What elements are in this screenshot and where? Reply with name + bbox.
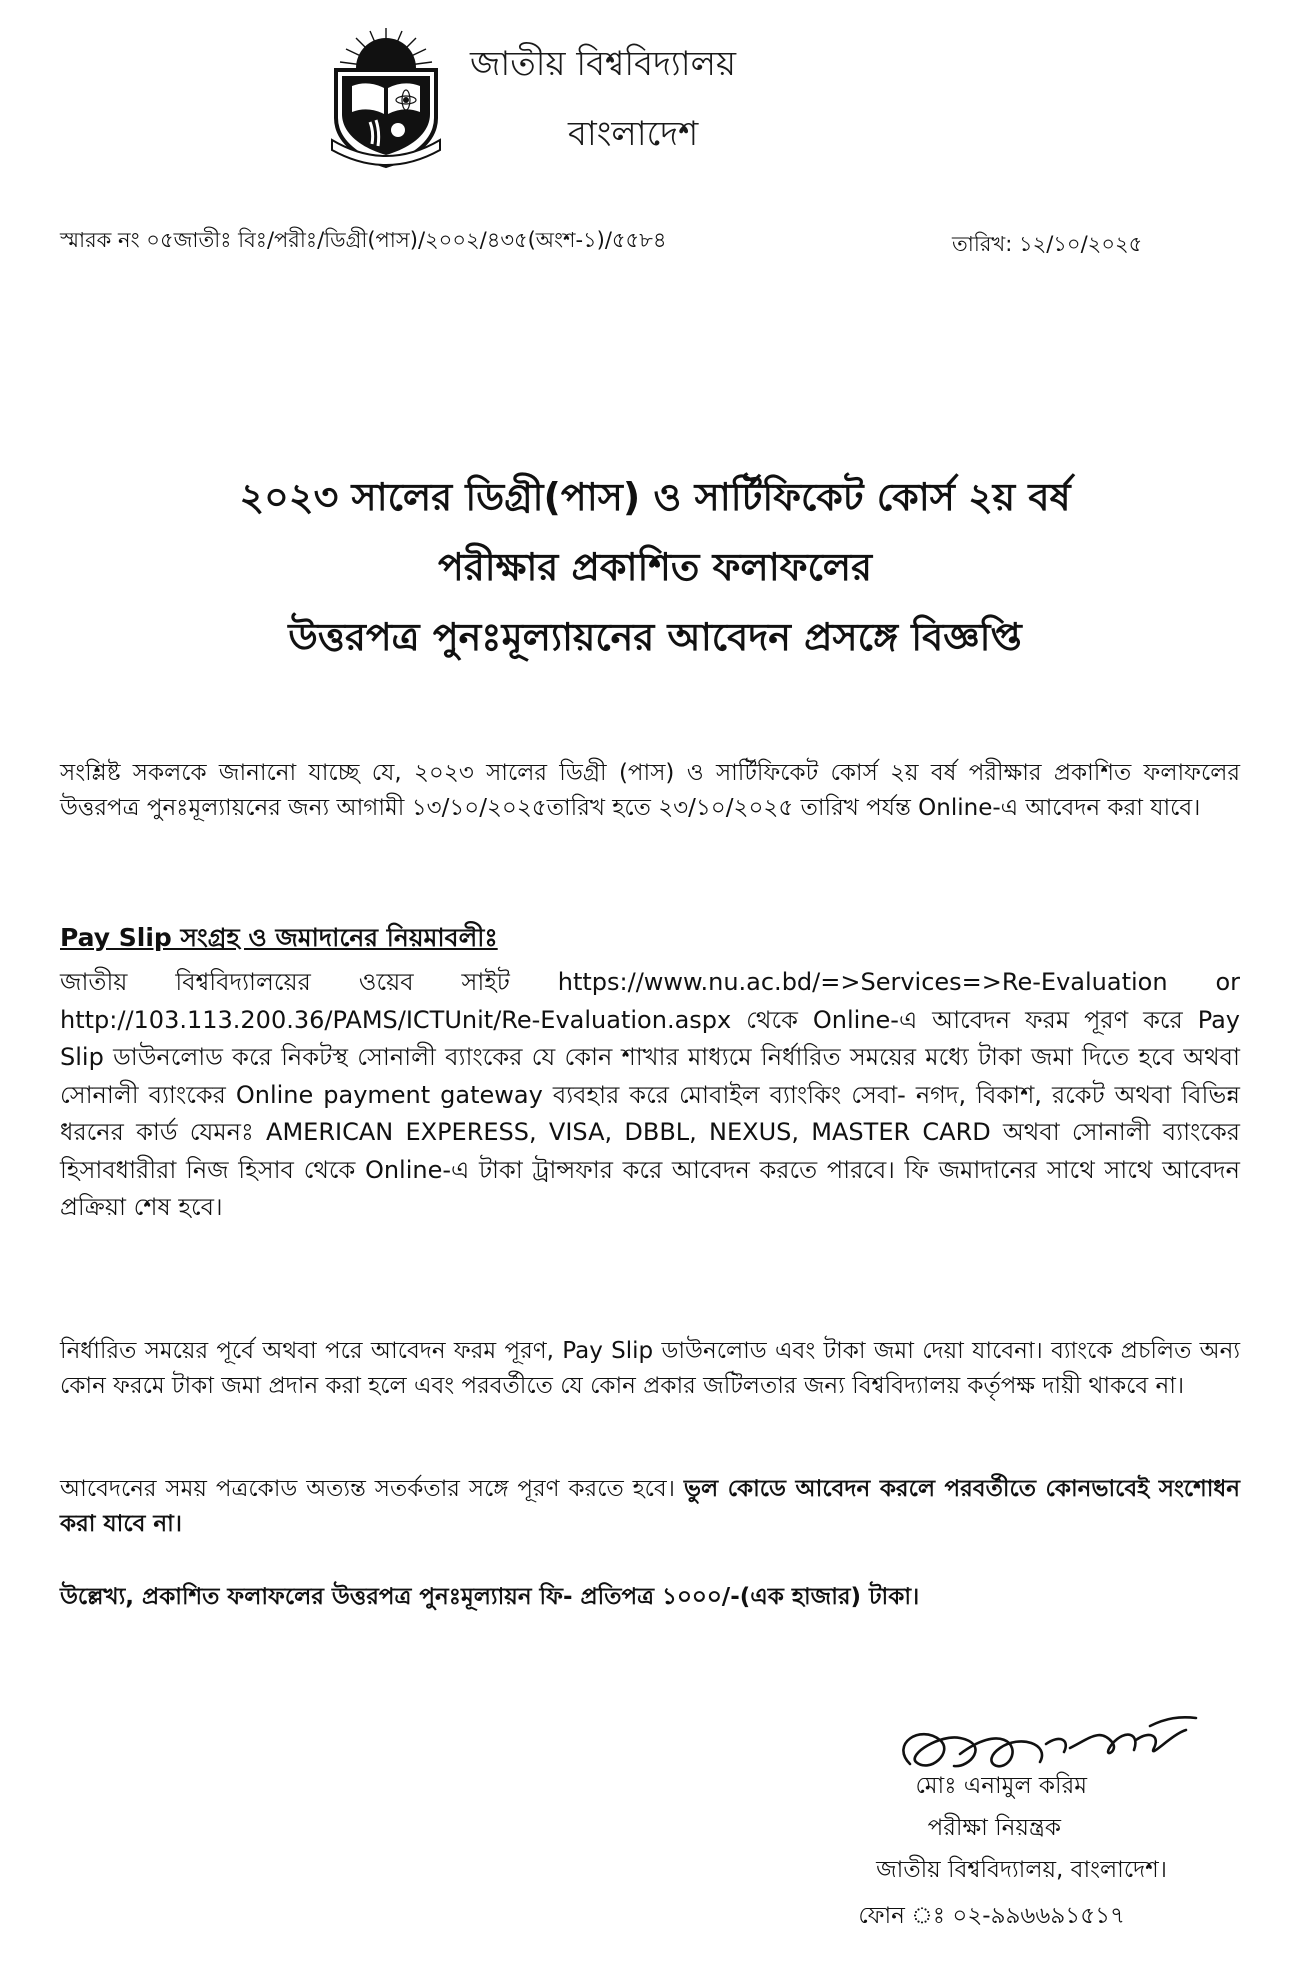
title-notice-word: বিজ্ঞপ্তি — [911, 615, 1022, 659]
payslip-paragraph: জাতীয় বিশ্ববিদ্যালয়ের ওয়েব সাইট https://www.nu.ac.bd/=>Services=>Re-Evaluation or http://103.113.200.36/PAMS/ICTUnit/Re-Evaluation.aspx থেকে Online-এ আবেদন ফরম পূরণ করে Pay Slip ডাউনলোড করে নিকটস্থ সোনালী ব্যাংকের যে কোন শাখার মাধ্যমে নির্ধারিত সময়ের মধ্যে টাকা জমা দিতে হবে অথবা সোনালী ব্যাংকের Online payment gateway ব্যবহার করে মোবাইল ব্যাংকিং সেবা- নগদ, বিকাশ, রকেট অথবা বিভিন্ন ধরনের কার্ড যেমনঃ AMERICAN EXPERESS, VISA, DBBL, NEXUS, MASTER CARD অথবা সোনালী ব্যাংকের হিসাবধারীরা নিজ হিসাব থেকে Online-এ টাকা ট্রান্সফার করে আবেদন করতে পারবে। ফি জমাদানের সাথে সাথে আবেদন প্রক্রিয়া শেষ হবে। — [60, 968, 1240, 1221]
payslip-heading: Pay Slip সংগ্রহ ও জমাদানের নিয়মাবলীঃ — [60, 923, 498, 952]
caution-paragraph — [60, 1472, 1240, 1542]
university-seal-logo — [326, 22, 446, 170]
title-line-1: ২০২৩ সালের ডিগ্রী(পাস) ও সার্টিফিকেট কোর্স ২য় বর্ষ — [239, 475, 1071, 519]
institution-name: জাতীয় বিশ্ববিদ্যালয় — [470, 44, 737, 84]
signatory-designation: পরীক্ষা নিয়ন্ত্রক — [927, 1815, 1061, 1841]
signatory-organization: জাতীয় বিশ্ববিদ্যালয়, বাংলাদেশ। — [876, 1857, 1167, 1883]
signatory-name: মোঃ এনামুল করিম — [915, 1773, 1087, 1799]
deadline-paragraph: নির্ধারিত সময়ের পূর্বে অথবা পরে আবেদন ফরম পূরণ, Pay Slip ডাউনলোড এবং টাকা জমা দেয়া যাবেনা। ব্যাংকে প্রচলিত অন্য কোন ফরমে টাকা জমা প্রদান করা হলে এবং পরবর্তীতে যে কোন প্রকার জটিলতার জন্য বিশ্ববিদ্যালয় কর্তৃপক্ষ দায়ী থাকবে না। — [60, 1338, 1240, 1399]
intro-paragraph: সংশ্লিষ্ট সকলকে জানানো যাচ্ছে যে, ২০২৩ সালের ডিগ্রী (পাস) ও সার্টিফিকেট কোর্স ২য় বর্ষ পরীক্ষার প্রকাশিত ফলাফলের উত্তরপত্র পুনঃমূল্যায়নের জন্য আগামী ১৩/১০/২০২৫তারিখ হতে ২৩/১০/২০২৫ তারিখ পর্যন্ত Online-এ আবেদন করা যাবে। — [60, 760, 1240, 821]
memo-reference: স্মারক নং ০৫জাতীঃ বিঃ/পরীঃ/ডিগ্রী(পাস)/২০০২/৪৩৫(অংশ-১)/৫৫৮৪ — [60, 228, 667, 252]
caution-text: আবেদনের সময় পত্রকোড অত্যন্ত সতর্কতার সঙ্গে পূরণ করতে হবে। — [60, 1476, 684, 1502]
caution-warning: ভুল কোডে আবেদন করলে পরবর্তীতে কোনভাবেই সংশোধন করা যাবে না। — [60, 1476, 1240, 1537]
memo-date: তারিখ: ১২/১০/২০২৫ — [952, 232, 1143, 256]
signatory-phone: ফোন ঃ ০২-৯৯৬৬৯১৫১৭ — [858, 1903, 1125, 1929]
notice-title — [60, 462, 1250, 672]
institution-country: বাংলাদেশ — [568, 114, 699, 154]
title-line-3-text: উত্তরপত্র পুনঃমূল্যায়নের আবেদন প্রসঙ্গে — [288, 615, 912, 659]
fee-paragraph: উল্লেখ্য, প্রকাশিত ফলাফলের উত্তরপত্র পুনঃমূল্যায়ন ফি- প্রতিপত্র ১০০০/-(এক হাজার) টাকা। — [60, 1584, 920, 1610]
title-line-2: পরীক্ষার প্রকাশিত ফলাফলের — [438, 545, 872, 589]
title-line-3 — [60, 602, 1250, 672]
